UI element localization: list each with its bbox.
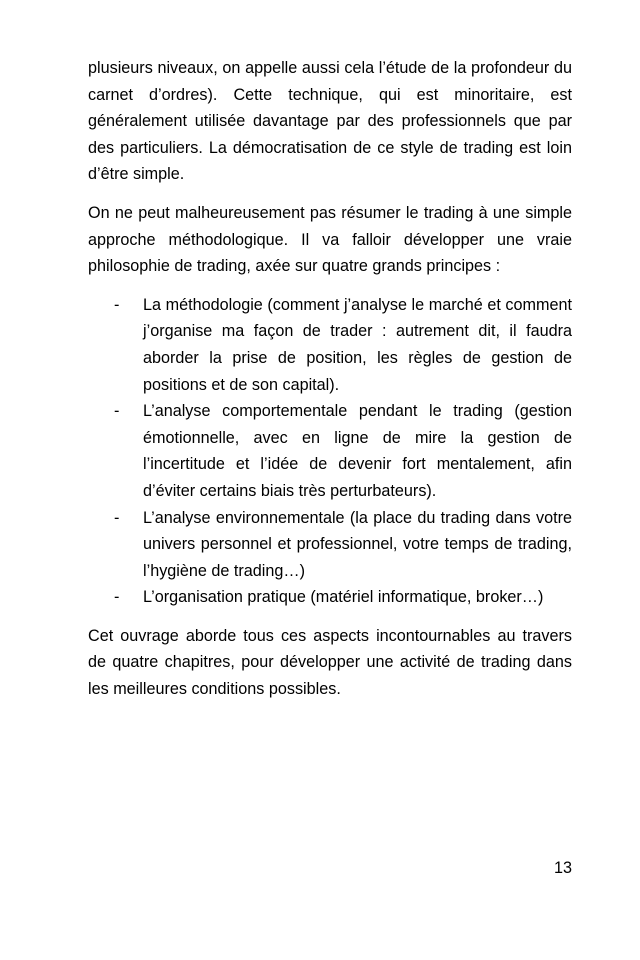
list-item — [88, 398, 572, 504]
paragraph-1: plusieurs niveaux, on appelle aussi cela l’étude de la profondeur du carnet d’ordres). Cette technique, qui est minoritaire, est généralement utilisée davantage par des professionnels que par des particuliers. La démocratisation de ce style de trading est loin d’être simple. — [88, 59, 572, 184]
list-item — [88, 505, 572, 585]
list-item-marker: - — [114, 402, 120, 421]
list-item-marker: - — [114, 588, 120, 607]
list-item-label: La méthodologie (comment j’analyse le marché et comment j’organise ma façon de trader : autrement dit, il faudra aborder la prise de position, les règles de gestion de positions et de son capital). — [143, 295, 572, 394]
principles-list — [88, 292, 572, 611]
page-number: 13 — [553, 859, 572, 877]
list-item-marker: - — [114, 508, 120, 527]
closing-paragraph: Cet ouvrage aborde tous ces aspects incontournables au travers de quatre chapitres, pour développer une activité de trading dans les meilleures conditions possibles. — [88, 626, 572, 699]
list-item-marker: - — [114, 295, 120, 314]
page-text-body — [88, 55, 572, 715]
list-item-label: L’organisation pratique (matériel informatique, broker…) — [143, 588, 544, 607]
list-item — [88, 292, 572, 398]
list-item-label: L’analyse comportementale pendant le trading (gestion émotionnelle, avec en ligne de mire la gestion de l’incertitude et l’idée de devenir fort mentalement, afin d’éviter certains biais très perturbateurs). — [143, 402, 572, 500]
paragraph-2: On ne peut malheureusement pas résumer le trading à une simple approche méthodologique. Il va falloir développer une vraie philosophie de trading, axée sur quatre grands principes : — [88, 203, 572, 276]
list-item-label: L’analyse environnementale (la place du trading dans votre univers personnel et professionnel, votre temps de trading, l’hygiène de trading…) — [143, 508, 572, 580]
list-item — [88, 584, 572, 611]
